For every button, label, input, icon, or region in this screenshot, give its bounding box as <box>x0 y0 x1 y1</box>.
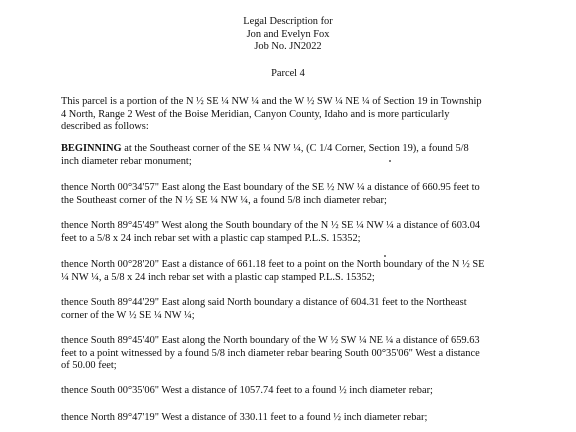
scan-speck <box>389 160 391 162</box>
text-line <box>61 143 531 156</box>
text-line: thence South 89°44'29" East along said North boundary a distance of 604.31 feet to the Northeast <box>61 297 467 308</box>
text-line: of 50.00 feet; <box>61 360 117 372</box>
text-line: corner of the W ½ SE ¼ NW ¼; <box>61 309 195 321</box>
text-line: thence North 89°47'19" West a distance of 330.11 feet to a found ½ inch diameter rebar; <box>61 412 428 423</box>
paragraph-course-1 <box>61 182 531 207</box>
text-line: ¼ NW ¼, a 5/8 x 24 inch rebar set with a plastic cap stamped P.L.S. 15352; <box>61 271 375 283</box>
text-line: feet to a 5/8 x 24 inch rebar set with a plastic cap stamped P.L.S. 15352; <box>61 232 361 244</box>
text-line: the Southeast corner of the N ½ SE ¼ NW ¼, a found 5/8 inch diameter rebar; <box>61 194 387 206</box>
paragraph-intro <box>61 96 531 134</box>
text-line: feet to a point witnessed by a found 5/8 inch diameter rebar bearing South 00°35'06" West a distance <box>61 347 480 359</box>
document-header <box>0 16 576 54</box>
header-title: Legal Description for <box>243 16 333 27</box>
paragraph-beginning <box>61 143 531 168</box>
paragraph-course-4 <box>61 297 531 322</box>
text-line: thence North 00°34'57" East along the East boundary of the SE ½ NW ¼ a distance of 660.95 feet to <box>61 182 480 193</box>
paragraph-course-2 <box>61 220 531 245</box>
text-line: thence South 89°45'40" East along the North boundary of the W ½ SW ¼ NE ¼ a distance of 659.63 <box>61 335 480 346</box>
text-line: 4 North, Range 2 West of the Boise Meridian, Canyon County, Idaho and is more particularly <box>61 108 450 120</box>
paragraph-course-7 <box>61 412 531 425</box>
beginning-keyword: BEGINNING <box>61 143 122 154</box>
paragraph-course-3 <box>61 259 531 284</box>
paragraph-course-6 <box>61 385 531 398</box>
header-job-number: Job No. JN2022 <box>254 41 322 52</box>
header-client: Jon and Evelyn Fox <box>246 28 330 40</box>
parcel-title: Parcel 4 <box>271 68 305 79</box>
paragraph-course-5 <box>61 335 531 373</box>
text-line: thence South 00°35'06" West a distance of 1057.74 feet to a found ½ inch diameter rebar; <box>61 385 433 396</box>
text-line: thence North 00°28'20" East a distance of 661.18 feet to a point on the North boundary of the N ½ SE <box>61 259 485 270</box>
text-fragment: at the Southeast corner of the SE ¼ NW ¼, (C 1/4 Corner, Section 19), a found 5/8 <box>121 143 469 154</box>
text-line: described as follows: <box>61 121 149 133</box>
text-line: inch diameter rebar monument; <box>61 155 192 167</box>
text-line: This parcel is a portion of the N ½ SE ¼ NW ¼ and the W ½ SW ¼ NE ¼ of Section 19 in Township <box>61 96 482 107</box>
text-line: thence North 89°45'49" West along the South boundary of the N ½ SE ¼ NW ¼ a distance of 603.04 <box>61 220 481 231</box>
scan-speck <box>384 255 386 257</box>
